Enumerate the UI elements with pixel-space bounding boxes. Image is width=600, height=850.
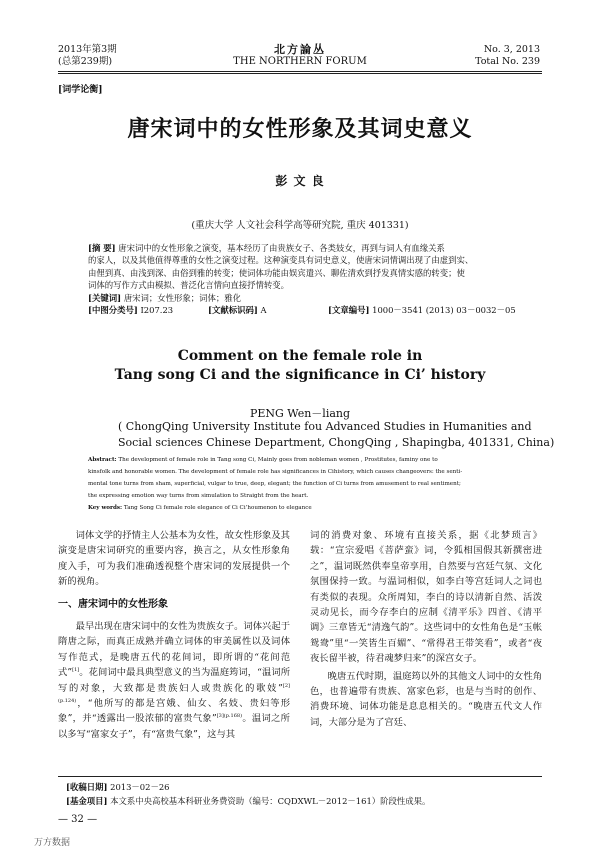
total-issue-label: (总第239期) <box>58 56 113 67</box>
body-paragraph: 晚唐五代时期，温庭筠以外的其他文人词中的女性角色，也普遍带有贵族、富家色彩，也是与当时的创作、消费环境、词体功能是息息相关的。“晚唐五代文人作词，大部分是为了宫廷、 <box>310 670 542 728</box>
abstract-en-line: the expressing emotion way turns from simulation to Straight from the heart. <box>88 493 309 499</box>
abstract-en-line: mental tone turns from sham, superficial, vulgar to true, deep, elegant; the function of Ci turns from amusement to real sentiment; <box>88 481 461 487</box>
body-paragraph: 最早出现在唐宋词中的女性为贵族女子。词体兴起于隋唐之际，而真正成熟并确立词体的审美属性以及词体写作范式，是晚唐五代的花间词，即所谓的“花间范式”[1]。花间词中最具典型意义的当为温庭筠词，“温词所写的对象，大致都是贵族妇人或贵族化的歌妓”$^{[2](p.124)}$，“他所写的都是宫娥、仙女、名妓、贵妇等形象”，并“透露出一股浓郁的富贵气象”$^{[3](p.168)}$。温词之所以多写“富家女子”，有“富贵气象”，这与其 <box>58 621 290 740</box>
article-number-value: 1000－3541 (2013) 03－0032－05 <box>372 305 516 316</box>
author-name: 彭 文 良 <box>275 174 325 188</box>
keywords-en-label: Key words: <box>88 505 123 511</box>
section-heading: 一、唐宋词中的女性形象 <box>58 598 168 610</box>
en-affiliation-line-1: ( ChongQing University Institute fou Advanced Studies in Humanities and <box>118 420 532 433</box>
keywords-label: [关键词] <box>88 292 122 303</box>
page-title: 唐宋词中的女性形象及其词史意义 <box>127 116 473 142</box>
citation-ref: [2](p.124) <box>58 682 290 705</box>
keywords-text: 唐宋词；女性形象；词体；雅化 <box>123 292 241 303</box>
clc-value: I207.23 <box>140 305 174 316</box>
abstract-line: 唐宋词中的女性形象之演变，基本经历了由贵族女子、各类妓女，再到与词人有血缘关系 <box>118 243 445 253</box>
abstract-en-line: The development of female role in Tang song Ci, Mainly goes from nobleman women , Prostitutes, faminy one to <box>118 457 438 463</box>
citation-ref: [3](p.168) <box>216 713 243 720</box>
abstract-cn <box>88 242 528 317</box>
affiliation: (重庆大学 人文社会科学高等研究院, 重庆 401331) <box>191 220 409 231</box>
clc-label: [中图分类号] <box>88 305 138 316</box>
abstract-line: 词体的写作方式由模拟、普泛化言情向直接抒情转变。 <box>88 280 289 291</box>
footnote-rule <box>58 776 542 777</box>
article-number-label: [文章编号] <box>328 305 370 316</box>
header-rule <box>58 71 542 72</box>
body-paragraph: 词体文学的抒情主人公基本为女性，故女性形象及其演变是唐宋词研究的重要内容，换言之，从女性形象角度入手，可为我们准确透视整个唐宋词的发展提供一个新的视角。 <box>58 530 290 588</box>
abstract-en-line: kinsfolk and honorable women. The development of female role has significances in Cihistory, which causes changeovers: the senti- <box>88 469 463 475</box>
en-author: PENG Wen－liang <box>249 407 351 420</box>
total-issue-label-en: Total No. 239 <box>475 56 540 67</box>
doc-code-value: A <box>260 305 267 316</box>
en-title-line-1: Comment on the female role in <box>177 348 423 364</box>
fund-info: [基金项目] 本文系中央高校基本科研业务费资助（编号：CQDXWL－2012－161）阶段性成果。 <box>66 796 431 806</box>
abstract-label: [摘 要] <box>88 243 116 253</box>
watermark: 万方数据 <box>34 838 71 848</box>
received-date: [收稿日期] 2013－02－26 <box>66 782 170 792</box>
body-left-column <box>58 528 290 742</box>
body-right-column <box>310 528 542 730</box>
citation-ref: [1] <box>72 667 80 674</box>
en-title-line-2: Tang song Ci and the significance in Ci’ history <box>114 367 486 383</box>
header-rule-2 <box>58 73 542 74</box>
doc-code-label: [文献标识码] <box>208 305 258 316</box>
issue-label-en: No. 3, 2013 <box>483 44 540 55</box>
keywords-en-text: Tang Song Ci female role elegance of Ci Ci’houmenon to elegance <box>123 505 312 511</box>
abstract-line: 由俚到真、由浅到深、由俗到雅的转变；使词体功能由娱宾遣兴、聊佐清欢到抒发真情实感的转变；使 <box>88 267 465 278</box>
issue-label: 2013年第3期 <box>58 44 117 55</box>
journal-title-cn: 北方論丛 <box>274 43 326 56</box>
column-label: [词学论衡] <box>58 85 103 95</box>
journal-title-en: THE NORTHERN FORUM <box>233 56 367 67</box>
body-paragraph: 词的消费对象、环境有直接关系，据《北梦琐言》载：“宣宗爱唱《菩萨蛮》词，令狐相国假其新撰密进之”，温词既然供奉皇帝享用，自然要与宫廷气氛、文化氛围保持一致。与温词相似，如李白等宫廷词人之词也有类似的表现。众所周知，李白的诗以清新自然、活泼灵动见长，而今存李白的应制《清平乐》四首、《清平调》三章皆无“清逸气韵”。这些词中的女性角色是“玉帐鸳鸯”里“一笑皆生百媚”、“常得君王带笑看”，或者“夜夜长留半被，待君魂梦归来”的深宫女子。 <box>310 530 542 665</box>
abstract-line: 的家人，以及其他值得尊重的女性之演变过程。这种演变具有词史意义，使唐宋词情调出现了由虚到实、 <box>88 255 474 266</box>
abstract-en <box>88 454 528 514</box>
en-affiliation-line-2: Social sciences Chinese Department, ChongQing , Shapingba, 401331, China) <box>118 436 555 449</box>
abstract-en-label: Abstract: <box>88 457 117 463</box>
page-number: — 32 — <box>58 814 98 825</box>
